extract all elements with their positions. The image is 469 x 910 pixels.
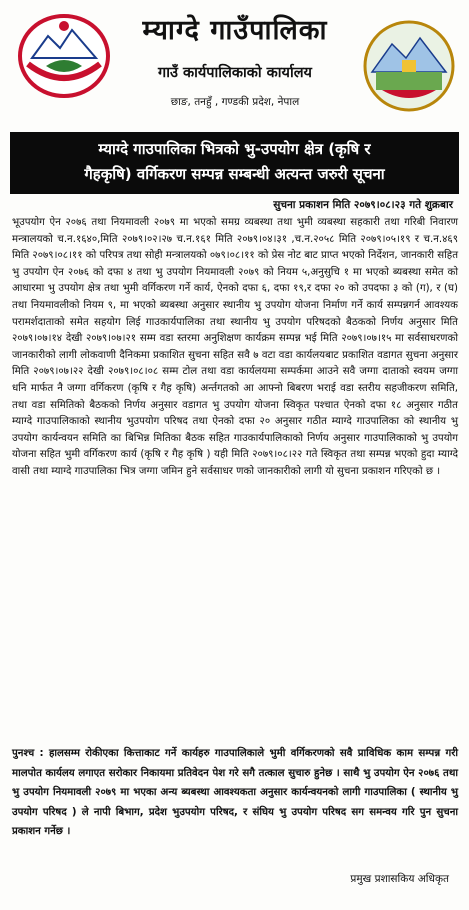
publication-date: सुचना प्रकाशन मिति २०७९।०८।२३ गते शुक्रबार — [273, 199, 453, 211]
postscript-note: पुनश्च : हालसम्म रोकीएका कित्ताकाट गर्ने कार्यहरु गाउपालिकाले भुमी वर्गिकरणको सवै प्राविधिक काम सम्पन्न गरी मालपोत कार्यलय लगाएत सरोकार निकायमा प्रतिवेदन पेश गरे सगै तत्काल सुचारु हुनेछ । साथै भु उपयोग ऐन २०७६ तथा भु उपयोग नियमावली २०७९ मा भएका अन्य ब्यबस्था आवश्यकता अनुसार कार्यन्वयनको लागी गाउपालिका ( स्थानीय भु उपयोग परिषद ) ले नापी बिभाग, प्रदेश भुउपयोग परिषद, र संघिय भु उपयोग परिषद सग समन्वय गरि पुन सुचना प्रकाशन गर्नेछ । — [12, 748, 458, 837]
office-name: गाउँ कार्यपालिकाको कार्यालय — [158, 65, 312, 81]
municipality-title: म्याग्दे गाउँपालिका — [142, 15, 328, 46]
body-paragraph: भूउपयोग ऐन २०७६ तथा नियमावली २०७९ मा भएको समग्र व्यबस्था तथा भुमी व्यबस्था सहकारी तथा गरिबी निवारण मन्त्रालयको च.न.१६४०,मिति २०७९।०२।२७ च.न.१६१ मिति २०७९।०४।३१ ,च.न.२०५८ मिति २०७९।०५।१९ र च.न.४६९ मिति २०७९।०८।११ को परिपत्र तथा सोही मन्त्रालयको ०७९।०८।११ को प्रेस नोट बाट प्राप्त भएको निर्देशन, जानकारी सहित भु उपयोग ऐन २०७६ को दफा ४ तथा भु उपयोग नियमावली २०७९ को नियम ५,अनुसुचि १ मा भएको ब्यबस्था समेत को आधारमा भु उपयोग क्षेत्र तथा भुमी वर्गिकरण गर्ने कार्य, ऐनको दफा ६, दफा १९,र दफा २० को उपदफा ३ को (ग), र (घ) तथा नियमावलीको नियम ९, मा भएको ब्यबस्था अनुसार स्थानीय भु उपयोग योजना निर्माण गर्ने कार्य सम्पन्नगर्न आवश्यक परामर्शदाताको समेत सहयोग लिई गाउकार्यपालिका तथा स्थानीय भु उपयोग परिषदको बैठकको निर्णय अनुसार मिति २०७९।०७।१४ देखी २०७९।०७।२१ सम्म वडा स्तरमा अनुशिक्षण कार्यक्रम सम्पन्न भई मिति २०७९।०७।१५ मा सर्वसाधरणको जानकारीको लागी लोकवाणी दैनिकमा प्रकाशित सुचना सहित सवै ७ वटा वडा कार्यलयबाट प्रकाशित वडागत सुचना अनुसार मिति २०७९।०७।२२ देखी २०७९।०८।०८ सम्म टोल तथा वडा कार्यलयमा सम्पर्कमा आउने सवै जग्गा दाताको स्वयम जग्गा धनि मार्फत नै जग्गा वर्गिकरण (कृषि र गैह कृषि) अर्न्तगतको आ आफ्नो बिबरण भराई वडा स्तरीय सहजीकरण समिति, तथा वडा समितिको बैठकको निर्णय अनुसार वडागत भु उपयोग योजना स्विकृत पश्चात ऐनको दफा १८ अनुसार गठीत म्याग्दे गाउपालिकाको स्थानीय भुउपयोग परिषद तथा ऐनको दफा २० अनुसार गठीत म्याग्दे गाउपालिका को स्थानीय भु उपयोग कार्यन्वयन समिति का बिभिन्न मितिका बैठक सहित गाउकार्यपालिकाको निर्णय अनुसार गाउपालिकाको भु उपयोग योजना सहित भुमी वर्गिकरण कार्य (कृषि र गैह कृषि ) यही मिति २०७९।०८।२२ गते स्विकृत तथा सम्पन्न भएको हुदा म्याग्दे वासी तथा म्याग्दे गाउपालिका भित्र जग्गा जमिन हुने सर्वसाधर णको जानकारीको लागी यो सुचना प्रकाशन गरिएको छ । — [12, 217, 459, 477]
letterhead — [0, 0, 469, 132]
municipality-logo-icon — [362, 20, 456, 112]
banner-line-1: म्याग्दे गाउपालिका भित्रको भु-उपयोग क्षेत्र (कृषि र — [98, 140, 371, 158]
office-address: छाङ, तनहुँ , गण्डकी प्रदेश, नेपाल — [170, 96, 300, 108]
signatory-title: प्रमुख प्रशासकिय अधिकृत — [350, 873, 449, 885]
notice-banner — [10, 132, 459, 194]
notice-body — [12, 215, 458, 481]
nepal-emblem-icon — [18, 14, 110, 98]
banner-line-2: गैहकृषि) वर्गिकरण सम्पन्न सम्बन्धी अत्यन्त जरुरी सूचना — [84, 165, 385, 183]
